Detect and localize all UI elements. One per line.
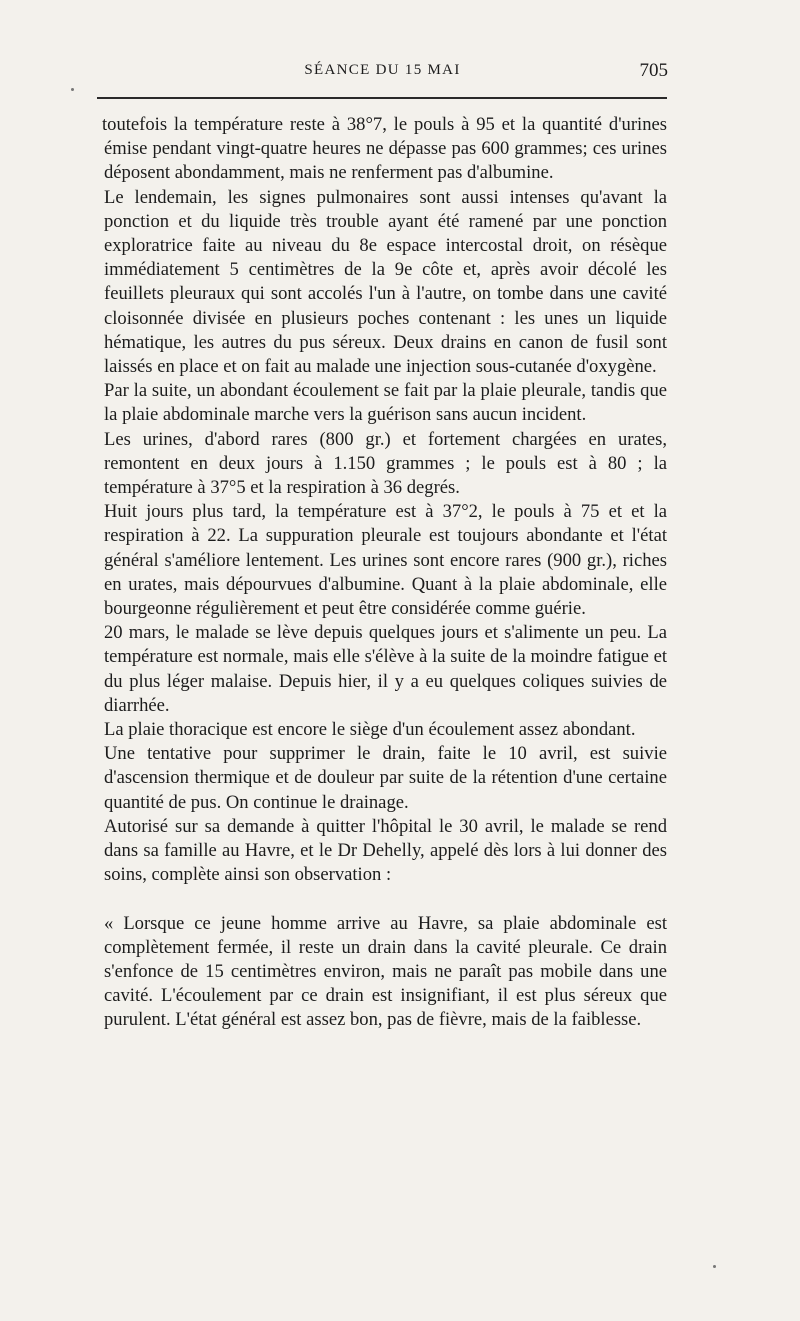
paragraph: Par la suite, un abondant écoulement se fait par la plaie pleurale, tandis que la plaie abdominale marche vers la guérison sans aucun incident.	[104, 380, 667, 426]
print-speck	[713, 1265, 716, 1268]
print-speck	[71, 88, 74, 91]
paragraph: Huit jours plus tard, la température est à 37°2, le pouls à 75 et et la respiration à 22. La suppuration pleurale est toujours abondante et l'état général s'améliore lentement. Les urines sont encore rares (900 gr.), riches en urates, mais dépourvues d'albumine. Quant à la plaie abdominale, elle bourgeonne régulièrement et peut être considérée comme guérie.	[104, 501, 667, 620]
paragraph: Autorisé sur sa demande à quitter l'hôpital le 30 avril, le malade se rend dans sa famille au Havre, et le Dr Dehelly, appelé dès lors à lui donner des soins, complète ainsi son observation :	[104, 815, 667, 886]
paragraph: Le lendemain, les signes pulmonaires sont aussi intenses qu'avant la ponction et du liquide très trouble ayant été ramené par une ponction exploratrice faite au niveau du 8e espace intercostal droit, on résèque immédiatement 5 centimètres de la 9e côte et, après avoir décolé les feuillets pleuraux qui sont accolés l'un à l'autre, on tombe dans une cavité cloisonnée divisée en plusieurs poches contenant : les unes un liquide hématique, les autres du pus séreux. Deux drains en canon de fusil sont laissés en place et on fait au malade une injection sous-cutanée d'oxygène.	[104, 186, 667, 378]
paragraph: toutefois la température reste à 38°7, le pouls à 95 et la quantité d'urines émise pendant vingt-quatre heures ne dépasse pas 600 grammes; ces urines déposent abondamment, mais ne renferment pas d'albumine.	[102, 114, 667, 184]
header-rule	[97, 97, 667, 99]
running-title: SÉANCE DU 15 MAI	[304, 62, 461, 78]
page-number: 705	[639, 60, 668, 81]
paragraph: Une tentative pour supprimer le drain, faite le 10 avril, est suivie d'ascension thermique et de douleur par suite de la rétention d'une certaine quantité de pus. On continue le drainage.	[104, 743, 667, 813]
paragraph: Les urines, d'abord rares (800 gr.) et fortement chargées en urates, remontent en deux jours à 1.150 grammes ; le pouls est à 80 ; la température à 37°5 et la respiration à 36 degrés.	[104, 428, 667, 499]
running-head	[97, 58, 668, 84]
quoted-observation: « Lorsque ce jeune homme arrive au Havre, sa plaie abdominale est complètement fermée, il reste un drain dans la cavité pleurale. Ce drain s'enfonce de 15 centimètres environ, mais ne paraît pas mobile dans une cavité. L'écoulement par ce drain est insignifiant, il est plus séreux que purulent. L'état général est assez bon, pas de fièvre, mais de la faiblesse.	[104, 912, 667, 1031]
paragraph: La plaie thoracique est encore le siège d'un écoulement assez abondant.	[104, 719, 636, 741]
paragraph: 20 mars, le malade se lève depuis quelques jours et s'alimente un peu. La température est normale, mais elle s'élève à la suite de la moindre fatigue et du plus léger malaise. Depuis hier, il y a eu quelques coliques suivies de diarrhée.	[104, 622, 667, 716]
body-text	[104, 113, 667, 1033]
